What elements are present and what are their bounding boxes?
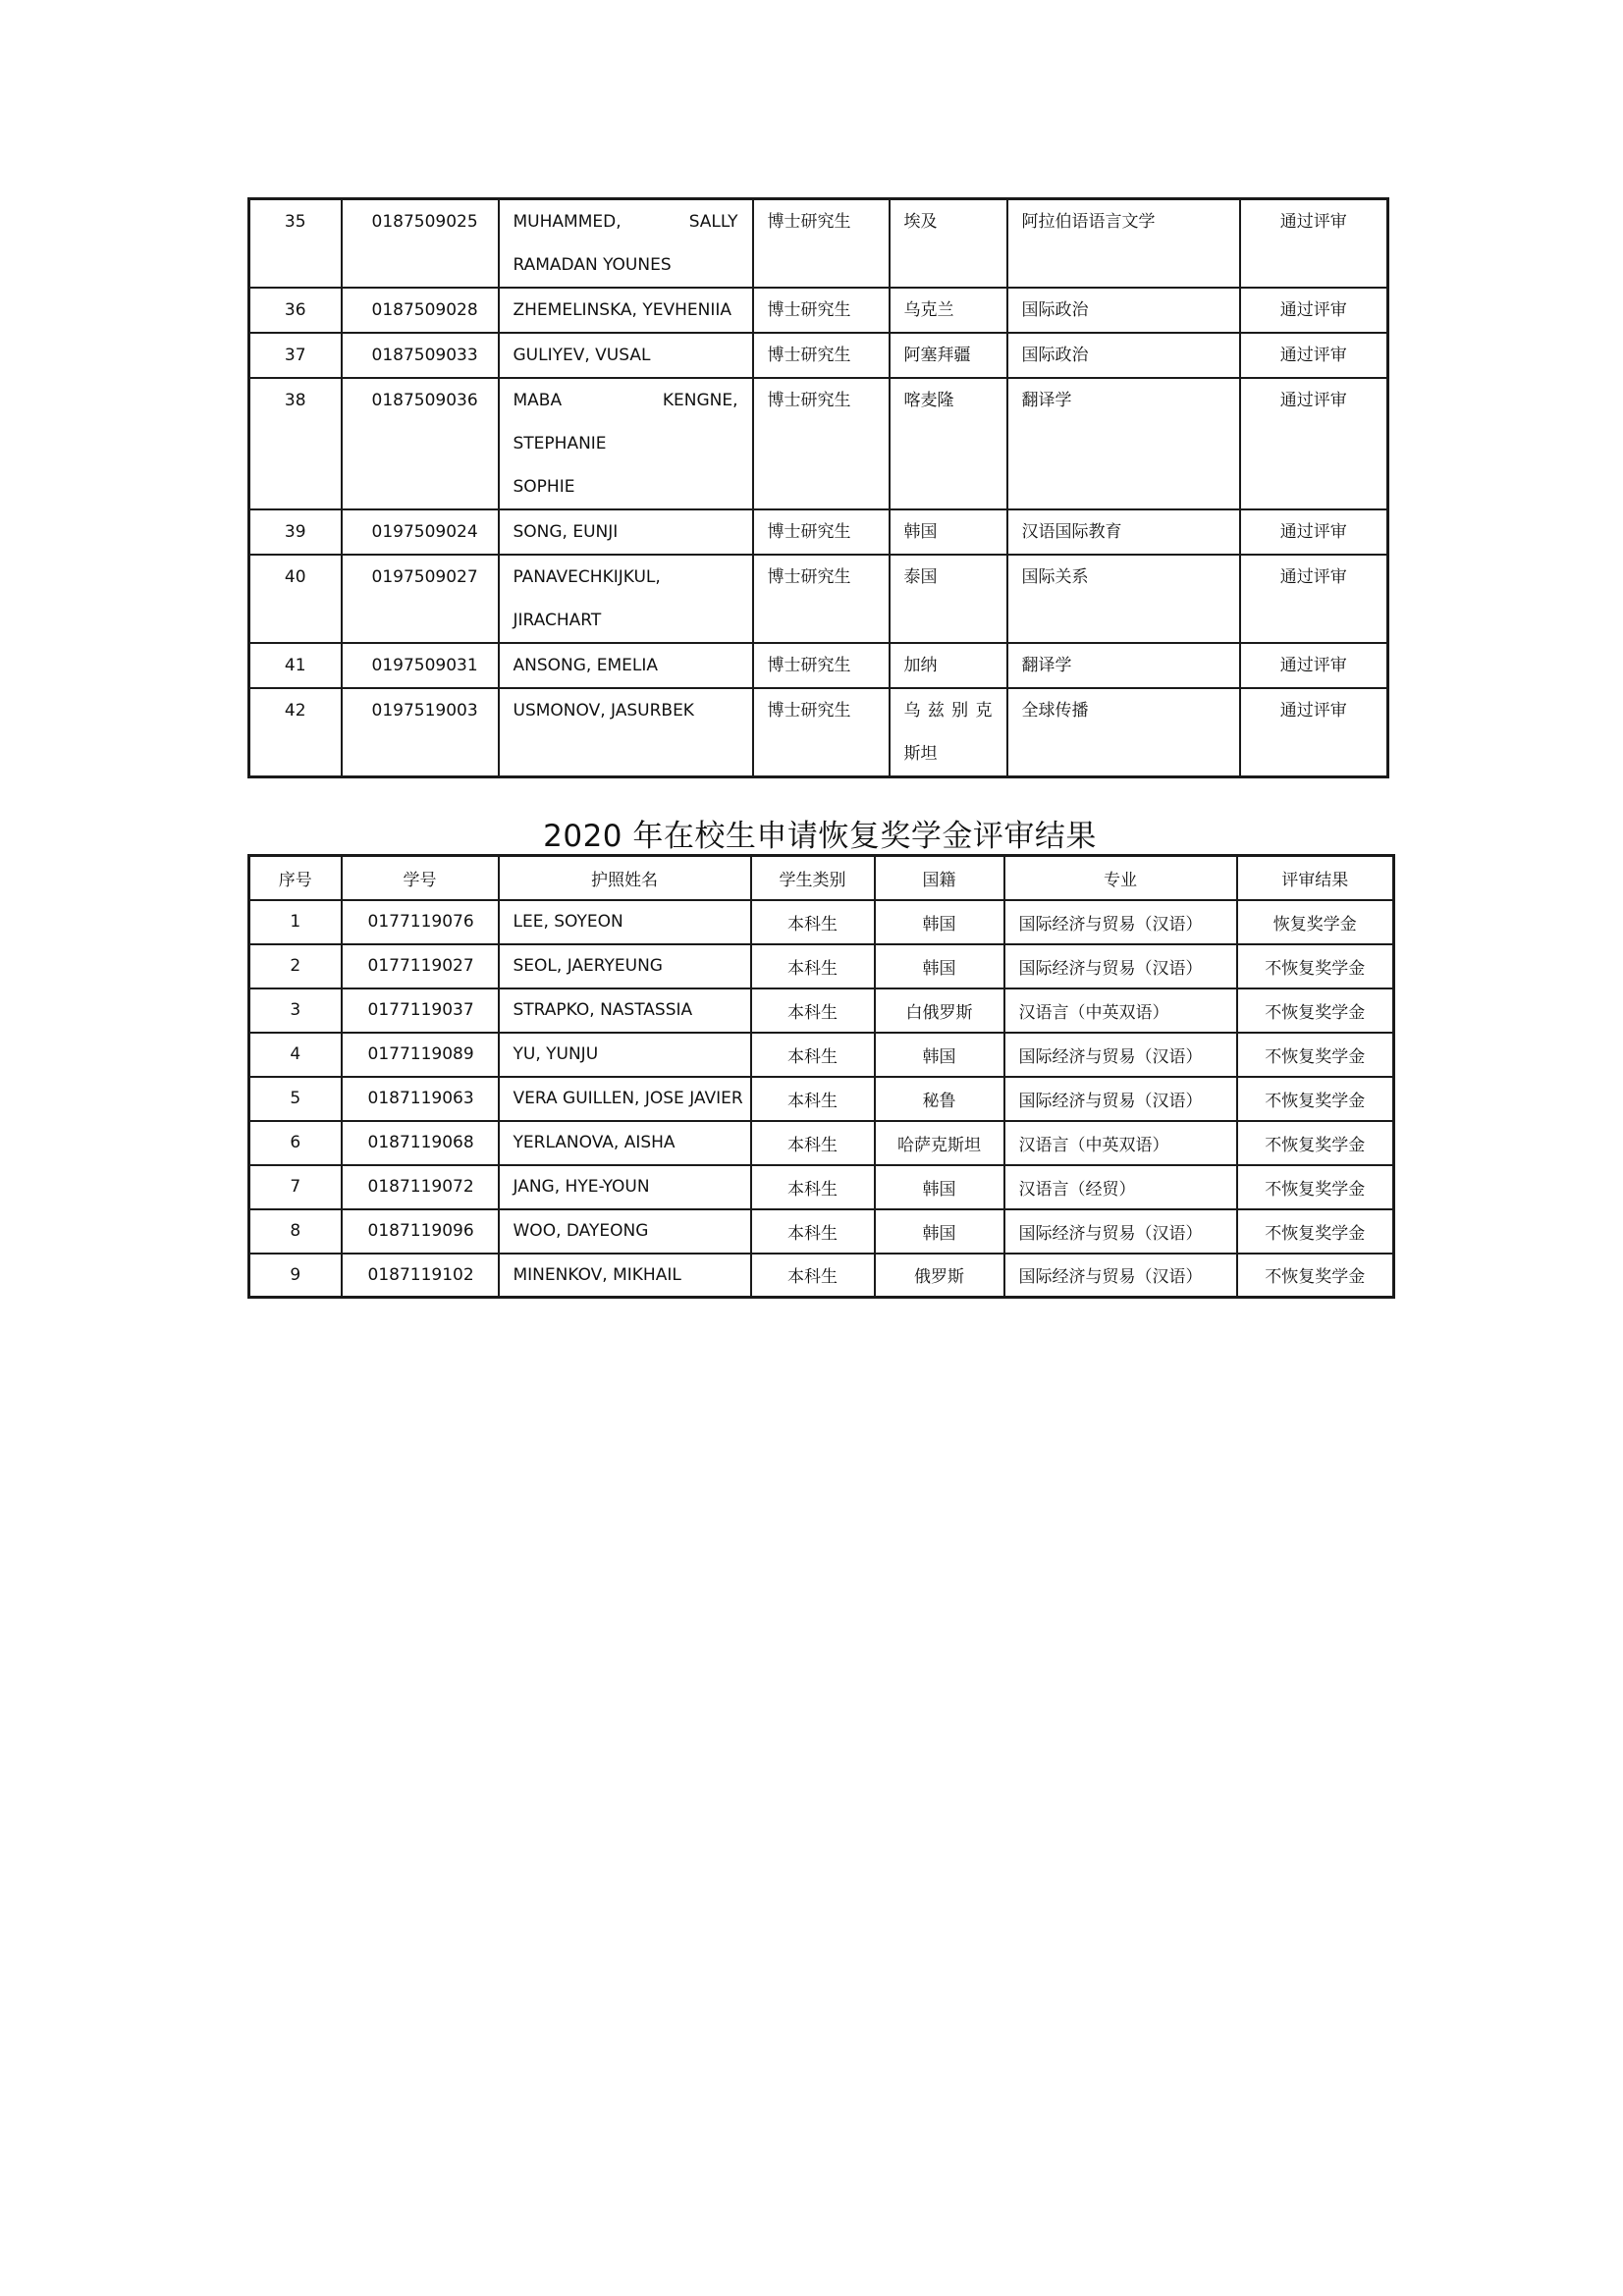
review-result: 不恢复奖学金 xyxy=(1237,1033,1394,1077)
student-type: 本科生 xyxy=(751,1121,875,1165)
student-id: 0197509024 xyxy=(342,509,499,555)
nationality: 哈萨克斯坦 xyxy=(875,1121,1004,1165)
table-row xyxy=(249,1165,1394,1209)
student-id: 0187119102 xyxy=(342,1254,499,1298)
passport-name: SEOL, JAERYEUNG xyxy=(499,944,751,988)
passport-name: WOO, DAYEONG xyxy=(499,1209,751,1254)
passport-name: VERA GUILLEN, JOSE JAVIER xyxy=(499,1077,751,1121)
passport-name xyxy=(499,378,753,509)
review-result: 通过评审 xyxy=(1240,643,1388,688)
review-result: 通过评审 xyxy=(1240,688,1388,777)
table-row xyxy=(249,1209,1394,1254)
section-title: 2020 年在校生申请恢复奖学金评审结果 xyxy=(543,819,1097,854)
student-id: 0177119076 xyxy=(342,900,499,944)
student-type: 本科生 xyxy=(751,1077,875,1121)
review-result: 不恢复奖学金 xyxy=(1237,1121,1394,1165)
student-type: 博士研究生 xyxy=(753,509,890,555)
major: 国际经济与贸易（汉语） xyxy=(1004,1254,1237,1298)
nationality-line: 斯坦 xyxy=(903,744,938,764)
student-type: 本科生 xyxy=(751,1033,875,1077)
review-result: 不恢复奖学金 xyxy=(1237,988,1394,1033)
row-number: 41 xyxy=(249,643,342,688)
student-id: 0197519003 xyxy=(342,688,499,777)
passport-name: GULIYEV, VUSAL xyxy=(499,333,753,378)
student-id: 0187119063 xyxy=(342,1077,499,1121)
student-id: 0187509036 xyxy=(342,378,499,509)
row-number: 9 xyxy=(249,1254,342,1298)
nationality: 韩国 xyxy=(890,509,1007,555)
student-id: 0187509028 xyxy=(342,288,499,333)
header-student-type: 学生类别 xyxy=(751,856,875,900)
student-id: 0197509027 xyxy=(342,555,499,643)
major: 国际关系 xyxy=(1007,555,1240,643)
nationality: 埃及 xyxy=(890,199,1007,289)
student-type: 本科生 xyxy=(751,1254,875,1298)
review-result: 不恢复奖学金 xyxy=(1237,1254,1394,1298)
major: 国际政治 xyxy=(1007,288,1240,333)
student-id: 0197509031 xyxy=(342,643,499,688)
scholarship-restoration-table xyxy=(247,854,1395,1299)
review-result: 通过评审 xyxy=(1240,333,1388,378)
nationality: 韩国 xyxy=(875,900,1004,944)
table-row xyxy=(249,1254,1394,1298)
review-result: 不恢复奖学金 xyxy=(1237,1165,1394,1209)
nationality: 韩国 xyxy=(875,1165,1004,1209)
major: 国际经济与贸易（汉语） xyxy=(1004,1033,1237,1077)
row-number: 4 xyxy=(249,1033,342,1077)
row-number: 1 xyxy=(249,900,342,944)
row-number: 2 xyxy=(249,944,342,988)
table-row xyxy=(249,378,1388,509)
nationality: 秘鲁 xyxy=(875,1077,1004,1121)
header-student-id: 学号 xyxy=(342,856,499,900)
nationality: 喀麦隆 xyxy=(890,378,1007,509)
review-result: 通过评审 xyxy=(1240,199,1388,289)
review-result: 通过评审 xyxy=(1240,288,1388,333)
student-type: 博士研究生 xyxy=(753,555,890,643)
doctoral-results-table xyxy=(247,197,1389,778)
major: 国际经济与贸易（汉语） xyxy=(1004,944,1237,988)
header-nationality: 国籍 xyxy=(875,856,1004,900)
major: 阿拉伯语语言文学 xyxy=(1007,199,1240,289)
table-row xyxy=(249,1033,1394,1077)
major: 国际经济与贸易（汉语） xyxy=(1004,1077,1237,1121)
student-type: 本科生 xyxy=(751,1209,875,1254)
header-result: 评审结果 xyxy=(1237,856,1394,900)
review-result: 恢复奖学金 xyxy=(1237,900,1394,944)
table-header-row xyxy=(249,856,1394,900)
student-id: 0187119072 xyxy=(342,1165,499,1209)
passport-name: ZHEMELINSKA, YEVHENIIA xyxy=(499,288,753,333)
student-type: 本科生 xyxy=(751,900,875,944)
student-type: 本科生 xyxy=(751,1165,875,1209)
row-number: 7 xyxy=(249,1165,342,1209)
row-number: 36 xyxy=(249,288,342,333)
table-row xyxy=(249,288,1388,333)
student-type: 博士研究生 xyxy=(753,288,890,333)
row-number: 39 xyxy=(249,509,342,555)
student-id: 0177119089 xyxy=(342,1033,499,1077)
row-number: 6 xyxy=(249,1121,342,1165)
review-result: 通过评审 xyxy=(1240,378,1388,509)
student-id: 0187509025 xyxy=(342,199,499,289)
passport-name: STRAPKO, NASTASSIA xyxy=(499,988,751,1033)
student-type: 博士研究生 xyxy=(753,199,890,289)
table-row xyxy=(249,333,1388,378)
nationality: 泰国 xyxy=(890,555,1007,643)
nationality: 韩国 xyxy=(875,944,1004,988)
nationality-line: 乌兹别克 xyxy=(903,701,993,721)
major: 翻译学 xyxy=(1007,378,1240,509)
table-row xyxy=(249,688,1388,777)
passport-name-part: MUHAMMED, xyxy=(513,212,622,232)
passport-name: YERLANOVA, AISHA xyxy=(499,1121,751,1165)
table-row xyxy=(249,1077,1394,1121)
major: 全球传播 xyxy=(1007,688,1240,777)
review-result: 通过评审 xyxy=(1240,509,1388,555)
passport-name xyxy=(499,555,753,643)
row-number: 8 xyxy=(249,1209,342,1254)
student-id: 0187119068 xyxy=(342,1121,499,1165)
table-row xyxy=(249,900,1394,944)
table-row xyxy=(249,509,1388,555)
review-result: 不恢复奖学金 xyxy=(1237,1209,1394,1254)
table-row xyxy=(249,988,1394,1033)
student-type: 博士研究生 xyxy=(753,378,890,509)
review-result: 通过评审 xyxy=(1240,555,1388,643)
header-major: 专业 xyxy=(1004,856,1237,900)
nationality: 乌克兰 xyxy=(890,288,1007,333)
nationality: 白俄罗斯 xyxy=(875,988,1004,1033)
review-result: 不恢复奖学金 xyxy=(1237,1077,1394,1121)
passport-name: SONG, EUNJI xyxy=(499,509,753,555)
major: 汉语国际教育 xyxy=(1007,509,1240,555)
row-number: 38 xyxy=(249,378,342,509)
passport-name-part: SALLY xyxy=(688,212,738,232)
table-row xyxy=(249,199,1388,289)
major: 国际经济与贸易（汉语） xyxy=(1004,1209,1237,1254)
student-type: 本科生 xyxy=(751,988,875,1033)
major: 汉语言（中英双语） xyxy=(1004,988,1237,1033)
student-id: 0177119027 xyxy=(342,944,499,988)
row-number: 5 xyxy=(249,1077,342,1121)
header-number: 序号 xyxy=(249,856,342,900)
passport-name-line: PANAVECHKIJKUL, xyxy=(513,567,661,587)
passport-name: USMONOV, JASURBEK xyxy=(499,688,753,777)
passport-name-line: JIRACHART xyxy=(513,611,602,630)
passport-name-line: RAMADAN YOUNES xyxy=(513,255,672,275)
passport-name: YU, YUNJU xyxy=(499,1033,751,1077)
table-row xyxy=(249,944,1394,988)
review-result: 不恢复奖学金 xyxy=(1237,944,1394,988)
passport-name-line: MABA KENGNE, STEPHANIE xyxy=(513,391,738,454)
nationality xyxy=(890,688,1007,777)
student-type: 博士研究生 xyxy=(753,688,890,777)
nationality: 俄罗斯 xyxy=(875,1254,1004,1298)
table-row xyxy=(249,555,1388,643)
row-number: 40 xyxy=(249,555,342,643)
major: 汉语言（经贸） xyxy=(1004,1165,1237,1209)
passport-name-line: SOPHIE xyxy=(513,477,575,497)
major: 国际经济与贸易（汉语） xyxy=(1004,900,1237,944)
student-type: 本科生 xyxy=(751,944,875,988)
passport-name: MINENKOV, MIKHAIL xyxy=(499,1254,751,1298)
table-row xyxy=(249,1121,1394,1165)
major: 汉语言（中英双语） xyxy=(1004,1121,1237,1165)
passport-name: LEE, SOYEON xyxy=(499,900,751,944)
student-id: 0187119096 xyxy=(342,1209,499,1254)
major: 国际政治 xyxy=(1007,333,1240,378)
header-passport-name: 护照姓名 xyxy=(499,856,751,900)
student-type: 博士研究生 xyxy=(753,333,890,378)
row-number: 37 xyxy=(249,333,342,378)
major: 翻译学 xyxy=(1007,643,1240,688)
passport-name: ANSONG, EMELIA xyxy=(499,643,753,688)
nationality: 韩国 xyxy=(875,1209,1004,1254)
student-id: 0187509033 xyxy=(342,333,499,378)
passport-name xyxy=(499,199,753,289)
student-type: 博士研究生 xyxy=(753,643,890,688)
nationality: 韩国 xyxy=(875,1033,1004,1077)
table-row xyxy=(249,643,1388,688)
row-number: 3 xyxy=(249,988,342,1033)
row-number: 42 xyxy=(249,688,342,777)
student-id: 0177119037 xyxy=(342,988,499,1033)
nationality: 阿塞拜疆 xyxy=(890,333,1007,378)
row-number: 35 xyxy=(249,199,342,289)
passport-name: JANG, HYE-YOUN xyxy=(499,1165,751,1209)
nationality: 加纳 xyxy=(890,643,1007,688)
